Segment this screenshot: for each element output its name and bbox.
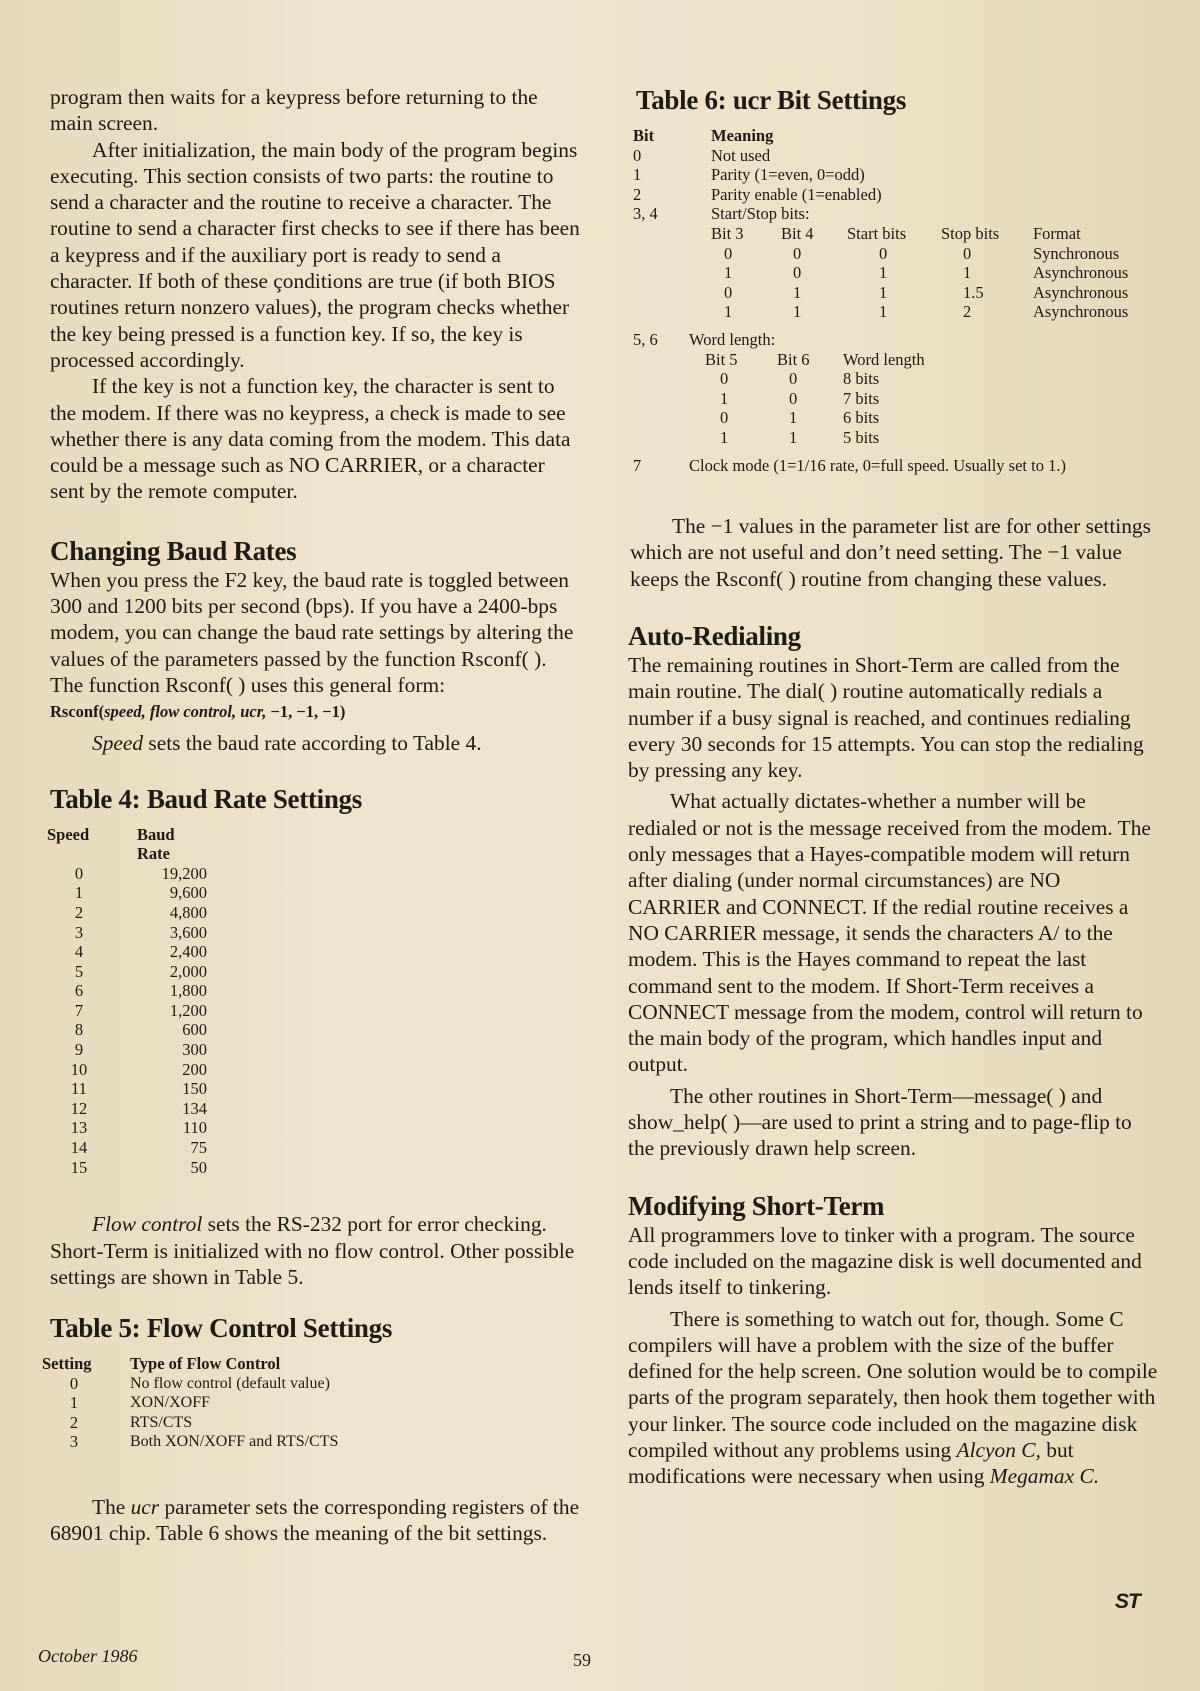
sub-header: Bit 5 bbox=[705, 349, 738, 369]
table-cell: 1 bbox=[724, 302, 733, 322]
bit-cell: 7 bbox=[633, 455, 642, 475]
table-cell: 3,600 bbox=[169, 922, 207, 942]
table-cell: 8 bbox=[74, 1020, 84, 1040]
st-logo: ST bbox=[1115, 1590, 1140, 1613]
paragraph: All programmers love to tinker with a program. The source code included on the magazine disk is well documented and lends itself to tinkering. bbox=[628, 1222, 1142, 1300]
table-cell: 134 bbox=[182, 1098, 207, 1118]
table-cell: 0 bbox=[724, 243, 733, 263]
table-cell: 2,000 bbox=[169, 961, 207, 981]
bit-cell: 1 bbox=[633, 165, 642, 185]
table-cell: 12 bbox=[70, 1098, 88, 1118]
sub-header: Start bits bbox=[847, 223, 907, 243]
table-cell: 7 bbox=[74, 1000, 84, 1020]
table-cell: 110 bbox=[182, 1118, 207, 1138]
bit-cell: 0 bbox=[633, 145, 642, 165]
table-cell: 6 bits bbox=[843, 408, 880, 428]
table-row bbox=[633, 165, 1163, 185]
table6-title: Table 6: ucr Bit Settings bbox=[636, 85, 907, 115]
page-number: 59 bbox=[573, 1650, 591, 1670]
meaning-cell: Start/Stop bits: bbox=[711, 204, 810, 224]
startstop-body bbox=[711, 244, 1128, 322]
table-row bbox=[47, 1001, 207, 1021]
table-cell: 1 bbox=[789, 427, 798, 447]
meaning-cell: Parity enable (1=enabled) bbox=[711, 184, 882, 204]
table-cell: 0 bbox=[963, 243, 972, 263]
table-cell: 600 bbox=[182, 1020, 207, 1040]
table-row bbox=[633, 185, 1163, 205]
table-cell: 19,200 bbox=[161, 863, 207, 883]
startstop-subtable bbox=[711, 224, 1128, 322]
table5-header: Setting bbox=[42, 1354, 92, 1374]
table-cell: 0 bbox=[793, 263, 802, 283]
table-cell: XON/XOFF bbox=[130, 1394, 211, 1412]
table-cell: 1 bbox=[879, 263, 888, 283]
table-cell: 0 bbox=[724, 282, 733, 302]
table-cell: 6 bbox=[74, 981, 84, 1001]
table4-header: Baud Rate bbox=[137, 824, 175, 864]
table-cell: 75 bbox=[190, 1138, 207, 1158]
bit-cell: 2 bbox=[633, 184, 642, 204]
table-row bbox=[711, 263, 1128, 283]
table-cell: 2 bbox=[69, 1412, 79, 1432]
table-cell: Synchronous bbox=[1033, 243, 1120, 263]
megamax-text: Megamax C. bbox=[989, 1464, 1100, 1489]
table-row bbox=[633, 448, 1163, 476]
table-row bbox=[42, 1432, 338, 1452]
table-row bbox=[711, 244, 1128, 264]
table-cell: 1 bbox=[720, 427, 729, 447]
wordlength-body bbox=[705, 369, 925, 447]
sub-header: Bit 4 bbox=[781, 223, 814, 243]
paragraph bbox=[628, 1306, 1158, 1490]
table-cell: 1.5 bbox=[963, 282, 984, 302]
table4 bbox=[47, 825, 580, 1178]
table-cell: 0 bbox=[720, 408, 729, 428]
table-row bbox=[42, 1393, 338, 1413]
table-cell: 3 bbox=[69, 1432, 79, 1452]
table-cell: 0 bbox=[879, 243, 888, 263]
flow-word: Flow control bbox=[92, 1212, 203, 1237]
table-cell: No flow control (default value) bbox=[130, 1374, 330, 1392]
table-cell: 200 bbox=[182, 1059, 207, 1079]
table-cell: 9,600 bbox=[169, 883, 207, 903]
table-cell: 2,400 bbox=[169, 942, 207, 962]
table-row bbox=[711, 302, 1128, 322]
table-cell: 1 bbox=[879, 302, 888, 322]
table-row bbox=[705, 408, 925, 428]
table-cell: 0 bbox=[74, 863, 84, 883]
table-row bbox=[42, 1413, 338, 1433]
table-cell: 50 bbox=[190, 1157, 207, 1177]
section-heading-redial: Auto-Redialing bbox=[628, 620, 801, 651]
meaning-cell: Parity (1=even, 0=odd) bbox=[711, 165, 865, 185]
table-cell: 1 bbox=[789, 408, 798, 428]
right-column bbox=[628, 84, 1158, 1490]
table-cell: 150 bbox=[182, 1079, 207, 1099]
table6 bbox=[633, 126, 1158, 475]
table-row bbox=[47, 1099, 207, 1119]
flow-rest: sets the RS-232 port for error checking. Short-Term is initialized with no flow control. Other possible settings are shown in Table 5. bbox=[50, 1212, 575, 1289]
sub-header: Bit 6 bbox=[777, 349, 810, 369]
table-cell: 0 bbox=[69, 1373, 79, 1393]
text-run: There is something to watch out for, though. Some C compilers will have a problem with the size of the buffer defined for the help screen. One solution would be to compile parts of the program separately, then hook them together with your linker. The source code included on the magazine disk compiled without any problems using bbox=[628, 1306, 1158, 1462]
table-cell: 1 bbox=[793, 302, 802, 322]
table-row bbox=[47, 923, 207, 943]
ucr-pre: The bbox=[92, 1495, 131, 1520]
table-cell: 8 bits bbox=[843, 369, 880, 389]
table-cell: 7 bits bbox=[843, 388, 880, 408]
table-cell: 14 bbox=[70, 1138, 88, 1158]
table-row bbox=[47, 1040, 207, 1060]
bit-cell: 5, 6 bbox=[633, 329, 658, 349]
alcyon-text: Alcyon C, bbox=[956, 1438, 1041, 1462]
paragraph: What actually dictates-whether a number will be redialed or not is the message received from the modem. The only messages that a Hayes-compatible modem will return after dialing (under normal circumstances) are NO CARRIER and CONNECT. If the redial routine receives a NO CARRIER message, it sends the characters A/ to the modem. This is the Hayes command to repeat the last command sent to the modem. If Short-Term receives a CONNECT message from the modem, control will return to the main body of the program, which handles input and output. bbox=[628, 789, 1151, 1077]
table-row bbox=[47, 1079, 207, 1099]
table-cell: 2 bbox=[963, 302, 972, 322]
table6-header: Bit bbox=[633, 126, 655, 145]
paragraph: After initialization, the main body of the program begins executing. This section consists of two parts: the routine to send a character and the routine to receive a character. The routine to send a character first checks to see if there has been a keypress and if the auxiliary port is ready to send a character. If both of these çonditions are true (if both BIOS routines return nonzero values), the program checks whether the key being pressed is a function key. If so, the key is processed accordingly. bbox=[50, 137, 580, 372]
ucr-word: ucr bbox=[130, 1495, 160, 1520]
table-row bbox=[47, 942, 207, 962]
paragraph: The remaining routines in Short-Term are called from the main routine. The dial( ) routine automatically redials a number if a busy signal is reached, and continues redialing every 30 seconds for 15 attempts. You can stop the redialing by pressing any key. bbox=[628, 652, 1144, 783]
sub-header: Format bbox=[1033, 223, 1081, 243]
table-cell: Asynchronous bbox=[1033, 263, 1129, 283]
meaning-cell: Word length: bbox=[689, 329, 776, 349]
form-args: speed, flow control, ucr, bbox=[104, 702, 267, 722]
table-row bbox=[633, 146, 1163, 166]
table-row bbox=[47, 1138, 207, 1158]
table-row bbox=[705, 389, 925, 409]
table-row bbox=[633, 204, 1163, 224]
table-cell: 1 bbox=[879, 282, 888, 302]
table-cell: Asynchronous bbox=[1033, 302, 1129, 322]
speed-rest: sets the baud rate according to Table 4. bbox=[143, 731, 482, 756]
table-row bbox=[47, 1158, 207, 1178]
paragraph: If the key is not a function key, the character is sent to the modem. If there was no keypress, a check is made to see whether there is any data coming from the modem. This data could be a message such as NO CARRIER, or a character sent by the remote computer. bbox=[50, 374, 571, 504]
speed-word: Speed bbox=[92, 731, 144, 756]
paragraph: When you press the F2 key, the baud rate is toggled between 300 and 1200 bits per second (bps). If you have a 2400-bps modem, you can change the baud rate settings by altering the values of the parameters passed by the function Rsconf( ). The function Rsconf( ) uses this general form: bbox=[50, 567, 574, 697]
table-cell: 0 bbox=[789, 369, 798, 389]
table-cell: 1 bbox=[720, 388, 729, 408]
table-cell: 1 bbox=[963, 263, 972, 283]
paragraph: program then waits for a keypress before returning to the main screen. bbox=[50, 85, 538, 136]
text-run: but modifications were necessary when using bbox=[628, 1438, 1074, 1489]
paragraph bbox=[50, 730, 580, 756]
table-cell: 5 bits bbox=[843, 427, 880, 447]
table-cell: Both XON/XOFF and RTS/CTS bbox=[130, 1433, 339, 1451]
table-row bbox=[47, 981, 207, 1001]
table-cell: 13 bbox=[70, 1118, 88, 1138]
sub-header: Stop bits bbox=[941, 223, 1000, 243]
table-cell: 0 bbox=[720, 369, 729, 389]
table-cell: 1 bbox=[69, 1393, 79, 1413]
table-cell: 300 bbox=[182, 1040, 207, 1060]
table-cell: 2 bbox=[74, 902, 84, 922]
footer-date: October 1986 bbox=[38, 1646, 138, 1666]
table-cell: RTS/CTS bbox=[130, 1413, 193, 1431]
table4-header: Speed bbox=[47, 824, 90, 844]
table-row bbox=[47, 1118, 207, 1138]
paragraph bbox=[50, 1211, 580, 1290]
rsconf-form bbox=[50, 700, 580, 724]
table-row bbox=[47, 1020, 207, 1040]
meaning-cell: Not used bbox=[711, 145, 771, 165]
table-row bbox=[47, 883, 207, 903]
ucr-rest: parameter sets the corresponding registers of the 68901 chip. Table 6 shows the meaning of the bit settings. bbox=[50, 1495, 580, 1546]
table-row bbox=[705, 369, 925, 389]
table-cell: 1,800 bbox=[169, 981, 207, 1001]
table-row bbox=[42, 1374, 338, 1394]
section-heading-baud: Changing Baud Rates bbox=[50, 535, 297, 566]
sub-header: Word length bbox=[843, 349, 925, 369]
section-heading-modify: Modifying Short-Term bbox=[628, 1190, 885, 1221]
table5-header: Type of Flow Control bbox=[130, 1354, 281, 1374]
table-row bbox=[47, 864, 207, 884]
form-name: Rsconf( bbox=[50, 702, 105, 722]
table-cell: 5 bbox=[74, 961, 84, 981]
table-cell: 9 bbox=[74, 1040, 84, 1060]
table-row bbox=[711, 283, 1128, 303]
table5-title: Table 5: Flow Control Settings bbox=[50, 1313, 393, 1344]
bit-cell: 3, 4 bbox=[633, 204, 658, 224]
form-rest: −1, −1, −1) bbox=[266, 702, 346, 722]
table4-title: Table 4: Baud Rate Settings bbox=[50, 783, 362, 814]
table-cell: 1 bbox=[724, 263, 733, 283]
table-row bbox=[47, 962, 207, 982]
table-row bbox=[705, 428, 925, 448]
table-cell: 0 bbox=[789, 388, 798, 408]
table-cell: 4 bbox=[74, 942, 84, 962]
paragraph: The −1 values in the parameter list are for other settings which are not useful and don’t need setting. The −1 value keeps the Rsconf( ) routine from changing these values. bbox=[630, 514, 1151, 591]
table-cell: 10 bbox=[70, 1059, 88, 1079]
table-row bbox=[47, 1060, 207, 1080]
table-cell: 3 bbox=[74, 922, 84, 942]
table4-body bbox=[47, 864, 207, 1178]
table-cell: 15 bbox=[70, 1157, 88, 1177]
table-cell: 0 bbox=[793, 243, 802, 263]
meaning-cell: Clock mode (1=1/16 rate, 0=full speed. Usually set to 1.) bbox=[689, 455, 1066, 475]
wordlength-subtable bbox=[705, 350, 925, 448]
table6-header: Meaning bbox=[711, 126, 774, 145]
table-row bbox=[47, 903, 207, 923]
sub-header: Bit 3 bbox=[711, 223, 744, 243]
table5 bbox=[42, 1354, 580, 1452]
table-row bbox=[633, 322, 1163, 350]
table-cell: 1,200 bbox=[169, 1000, 207, 1020]
table-cell: 1 bbox=[74, 883, 84, 903]
paragraph: The other routines in Short-Term—message( ) and show_help( )—are used to print a string and to page-flip to the previously drawn help screen. bbox=[628, 1083, 1132, 1161]
table-cell: 11 bbox=[71, 1079, 87, 1099]
paragraph bbox=[50, 1494, 580, 1547]
table5-body bbox=[42, 1374, 338, 1452]
table-cell: 4,800 bbox=[169, 902, 207, 922]
left-column bbox=[42, 84, 580, 1547]
table-cell: Asynchronous bbox=[1033, 282, 1129, 302]
table-cell: 1 bbox=[793, 282, 802, 302]
